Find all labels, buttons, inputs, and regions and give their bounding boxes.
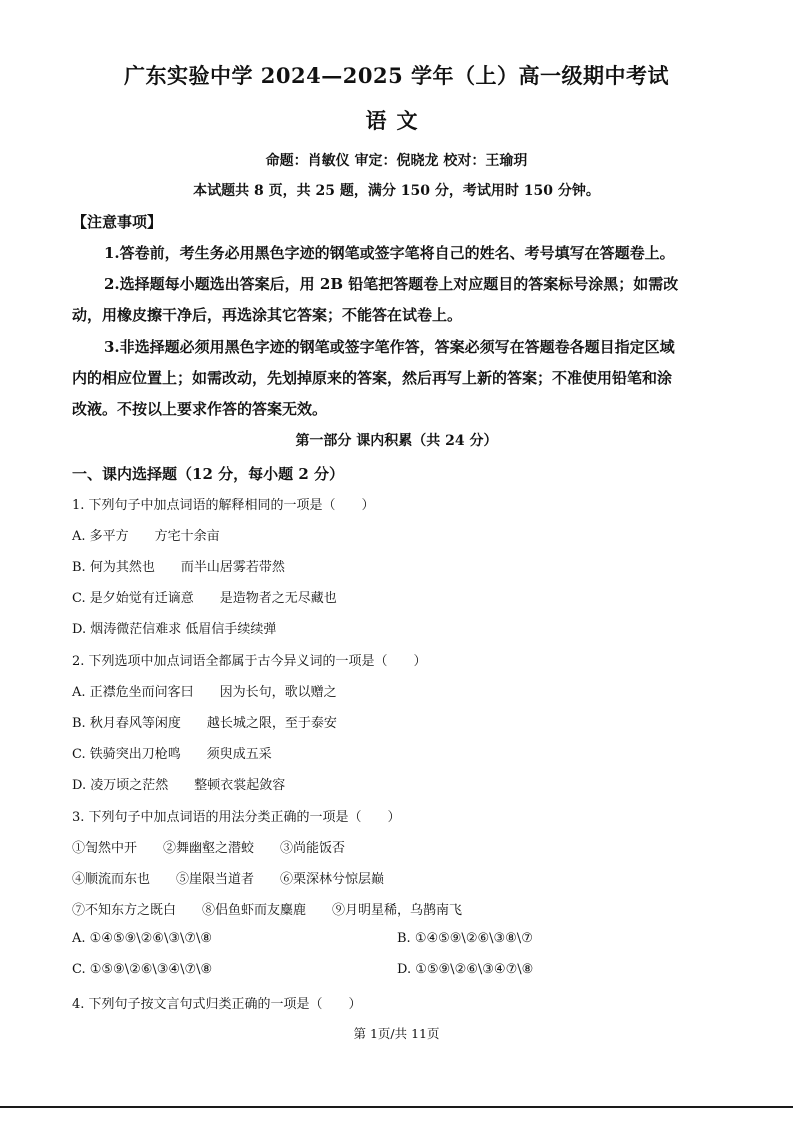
option-b: B. 何为其然也 而半山居雾若带然 (72, 560, 285, 575)
notice-line: 内的相应位置上；如需改动，先划掉原来的答案，然后再写上新的答案；不准使用铅笔和涂 (72, 369, 673, 387)
notice-line: 动，用橡皮擦干净后，再选涂其它答案；不能答在试卷上。 (72, 306, 463, 324)
page-footer: 第 1页/共 11页 (353, 1026, 440, 1041)
credits-line: 命题：肖敏仪 审定：倪晓龙 校对：王瑜玥 (265, 153, 528, 169)
question-stem: 1. 下列句子中加点词语的解释相同的一项是（ ） (72, 498, 375, 513)
option-d: D. 凌万顷之茫然 整顿衣裳起敛容 (72, 778, 286, 793)
notice-line: 改液。不按以上要求作答的答案无效。 (72, 400, 328, 418)
part-heading: 第一部分 课内积累（共 24 分） (295, 433, 498, 449)
numbered-items: ⑦不知东方之既白 ⑧侣鱼虾而友麋鹿 ⑨月明星稀，乌鹊南飞 (72, 903, 463, 918)
option-a: A. 多平方 方宅十余亩 (72, 529, 220, 544)
option-b: B. ①④⑤⑨\②⑥\③⑧\⑦ (397, 931, 533, 946)
question-stem: 4. 下列句子按文言句式归类正确的一项是（ ） (72, 997, 362, 1012)
notice-line: 1.答卷前，考生务必用黑色字迹的钢笔或签字笔将自己的姓名、考号填写在答题卷上。 (104, 244, 675, 262)
numbered-items: ①訇然中开 ②舞幽壑之潜蛟 ③尚能饭否 (72, 841, 346, 856)
option-c: C. 是夕始觉有迁谪意 是造物者之无尽藏也 (72, 591, 337, 606)
numbered-items: ④顺流而东也 ⑤崖限当道者 ⑥栗深林兮惊层巅 (72, 872, 385, 887)
section-heading: 一、课内选择题（12 分，每小题 2 分） (72, 465, 344, 483)
exam-info: 本试题共 8 页，共 25 题，满分 150 分，考试用时 150 分钟。 (193, 183, 600, 199)
option-a: A. ①④⑤⑨\②⑥\③\⑦\⑧ (72, 931, 213, 946)
bottom-border (0, 1106, 793, 1108)
notice-line: 2.选择题每小题选出答案后，用 2B 铅笔把答题卷上对应题目的答案标号涂黑；如需改 (104, 275, 679, 293)
question-stem: 2. 下列选项中加点词语全都属于古今异义词的一项是（ ） (72, 654, 427, 669)
option-d: D. 烟涛微茫信难求 低眉信手续续弹 (72, 622, 277, 637)
notice-heading: 【注意事项】 (72, 213, 163, 231)
exam-title: 广东实验中学 2024—2025 学年（上）高一级期中考试 (123, 63, 669, 88)
option-a: A. 正襟危坐而问客曰 因为长句，歌以赠之 (72, 685, 337, 700)
question-stem: 3. 下列句子中加点词语的用法分类正确的一项是（ ） (72, 810, 401, 825)
option-b: B. 秋月春风等闲度 越长城之限，至于泰安 (72, 716, 337, 731)
option-c: C. 铁骑突出刀枪鸣 须臾成五采 (72, 747, 272, 762)
notice-line: 3.非选择题必须用黑色字迹的钢笔或签字笔作答，答案必须写在答题卷各题目指定区域 (104, 338, 675, 356)
option-d: D. ①⑤⑨\②⑥\③④⑦\⑧ (397, 962, 534, 977)
option-c: C. ①⑤⑨\②⑥\③④\⑦\⑧ (72, 962, 213, 977)
subject-heading: 语文 (365, 108, 428, 133)
